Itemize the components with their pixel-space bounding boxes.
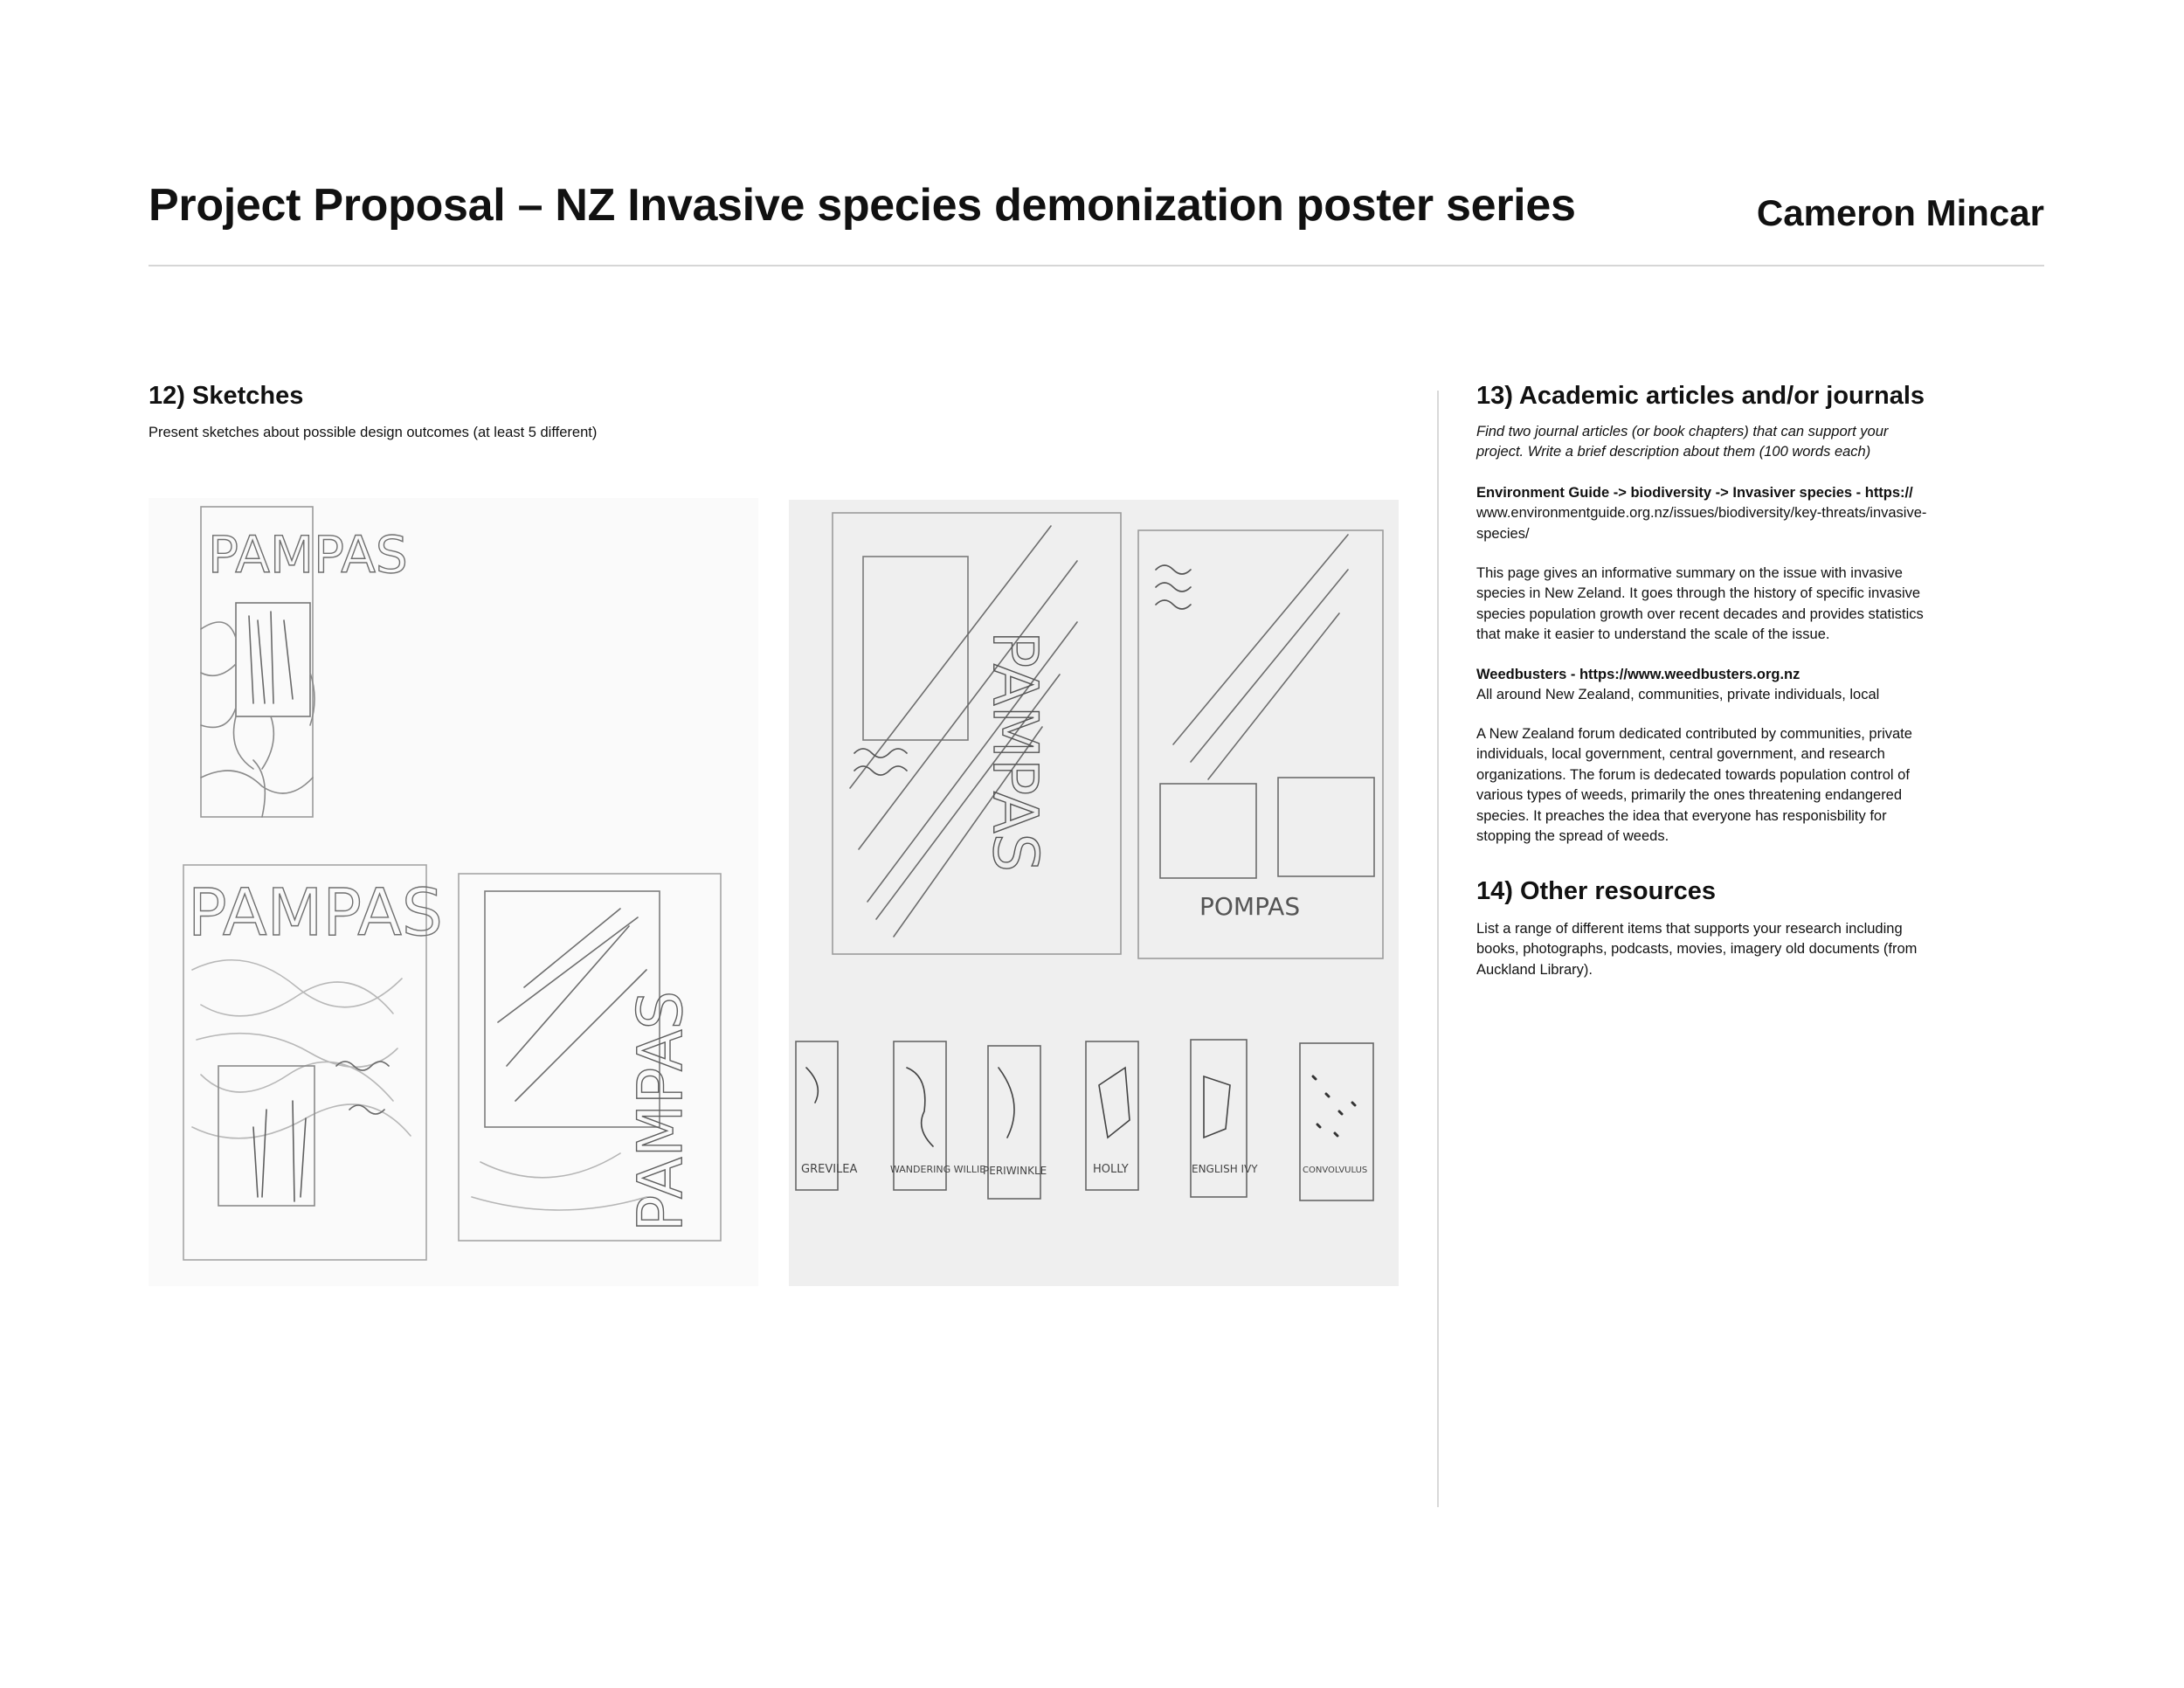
- sketches-heading: 12) Sketches: [149, 382, 304, 410]
- page-title: Project Proposal – NZ Invasive species demonization poster series: [149, 180, 1576, 231]
- source-2-description: [1476, 724, 1912, 847]
- academic-heading: 13) Academic articles and/or journals: [1476, 382, 1925, 410]
- sketch-poster-2: [183, 865, 443, 1260]
- description-line: species population growth over recent decades and provides statistics: [1476, 605, 1924, 622]
- header-divider: [149, 265, 2044, 266]
- source-1-url: species/: [1476, 525, 1530, 542]
- source-environment-guide: [1476, 483, 1926, 544]
- description-line: A New Zealand forum dedicated contributed by communities, private: [1476, 726, 1912, 742]
- sketch-poster-1: [201, 507, 408, 817]
- sketch-label-series-6: CONVOLVULUS: [1303, 1166, 1368, 1175]
- other-resources-text: [1476, 919, 1917, 980]
- sketch-species-series: [796, 1040, 1373, 1200]
- sketch-label-pampas-4: PAMPAS: [979, 631, 1051, 873]
- description-line: species. It preaches the idea that everyone has responisbility for: [1476, 807, 1887, 824]
- sketch-label-series-5: ENGLISH IVY: [1192, 1163, 1258, 1175]
- sketch-label-series-4: HOLLY: [1093, 1163, 1129, 1176]
- author-name: Cameron Mincar: [1756, 192, 2044, 233]
- other-resources-line: Auckland Library).: [1476, 961, 1593, 978]
- sketch-label-pompas: POMPAS: [1199, 892, 1301, 921]
- sketch-label-pampas-3: PAMPAS: [625, 990, 696, 1232]
- column-divider: [1437, 391, 1439, 1507]
- description-line: organizations. The forum is dedecated towards population control of: [1476, 766, 1910, 783]
- sketch-label-series-3: PERIWINKLE: [983, 1165, 1047, 1177]
- description-line: individuals, local government, central government, and research: [1476, 746, 1885, 763]
- academic-intro-line: Find two journal articles (or book chapters) that can support your: [1476, 424, 1889, 439]
- sketch-poster-3: [459, 874, 721, 1241]
- sketch-photo-right: [789, 500, 1399, 1286]
- description-line: This page gives an informative summary on the issue with invasive: [1476, 565, 1903, 581]
- source-2-line: Weedbusters - https://www.weedbusters.org.nz: [1476, 667, 1800, 682]
- academic-intro: [1476, 422, 1888, 463]
- sketch-label-pampas-1: PAMPAS: [208, 525, 408, 585]
- description-line: stopping the spread of weeds.: [1476, 828, 1669, 845]
- source-1-description: [1476, 564, 1924, 646]
- sketch-poster-5: [1138, 530, 1383, 958]
- other-resources-heading: 14) Other resources: [1476, 877, 1717, 905]
- sketches-subtitle: Present sketches about possible design outcomes (at least 5 different): [149, 425, 598, 440]
- source-1-url: www.environmentguide.org.nz/issues/biodiversity/key-threats/invasive-: [1476, 505, 1927, 522]
- source-weedbusters: [1476, 665, 1879, 706]
- other-resources-line: books, photographs, podcasts, movies, imagery old documents (from: [1476, 941, 1918, 958]
- other-resources-line: List a range of different items that supports your research including: [1476, 921, 1903, 937]
- description-line: various types of weeds, primarily the ones threatening endangered: [1476, 787, 1903, 804]
- source-2-line: All around New Zealand, communities, private individuals, local: [1476, 687, 1880, 703]
- description-line: species in New Zeland. It goes through the history of specific invasive: [1476, 585, 1921, 602]
- description-line: that make it easier to understand the scale of the issue.: [1476, 626, 1830, 643]
- source-1-line: Environment Guide -> biodiversity -> Invasiver species - https://: [1476, 485, 1913, 501]
- academic-intro-line: project. Write a brief description about them (100 words each): [1476, 444, 1871, 460]
- sketch-poster-4: [833, 513, 1121, 954]
- sketch-label-series-2: WANDERING WILLIE: [890, 1164, 986, 1175]
- sketch-label-pampas-2: PAMPAS: [188, 875, 443, 951]
- sketch-photo-left: [149, 498, 758, 1286]
- sketch-label-series-1: GREVILEA: [801, 1163, 858, 1176]
